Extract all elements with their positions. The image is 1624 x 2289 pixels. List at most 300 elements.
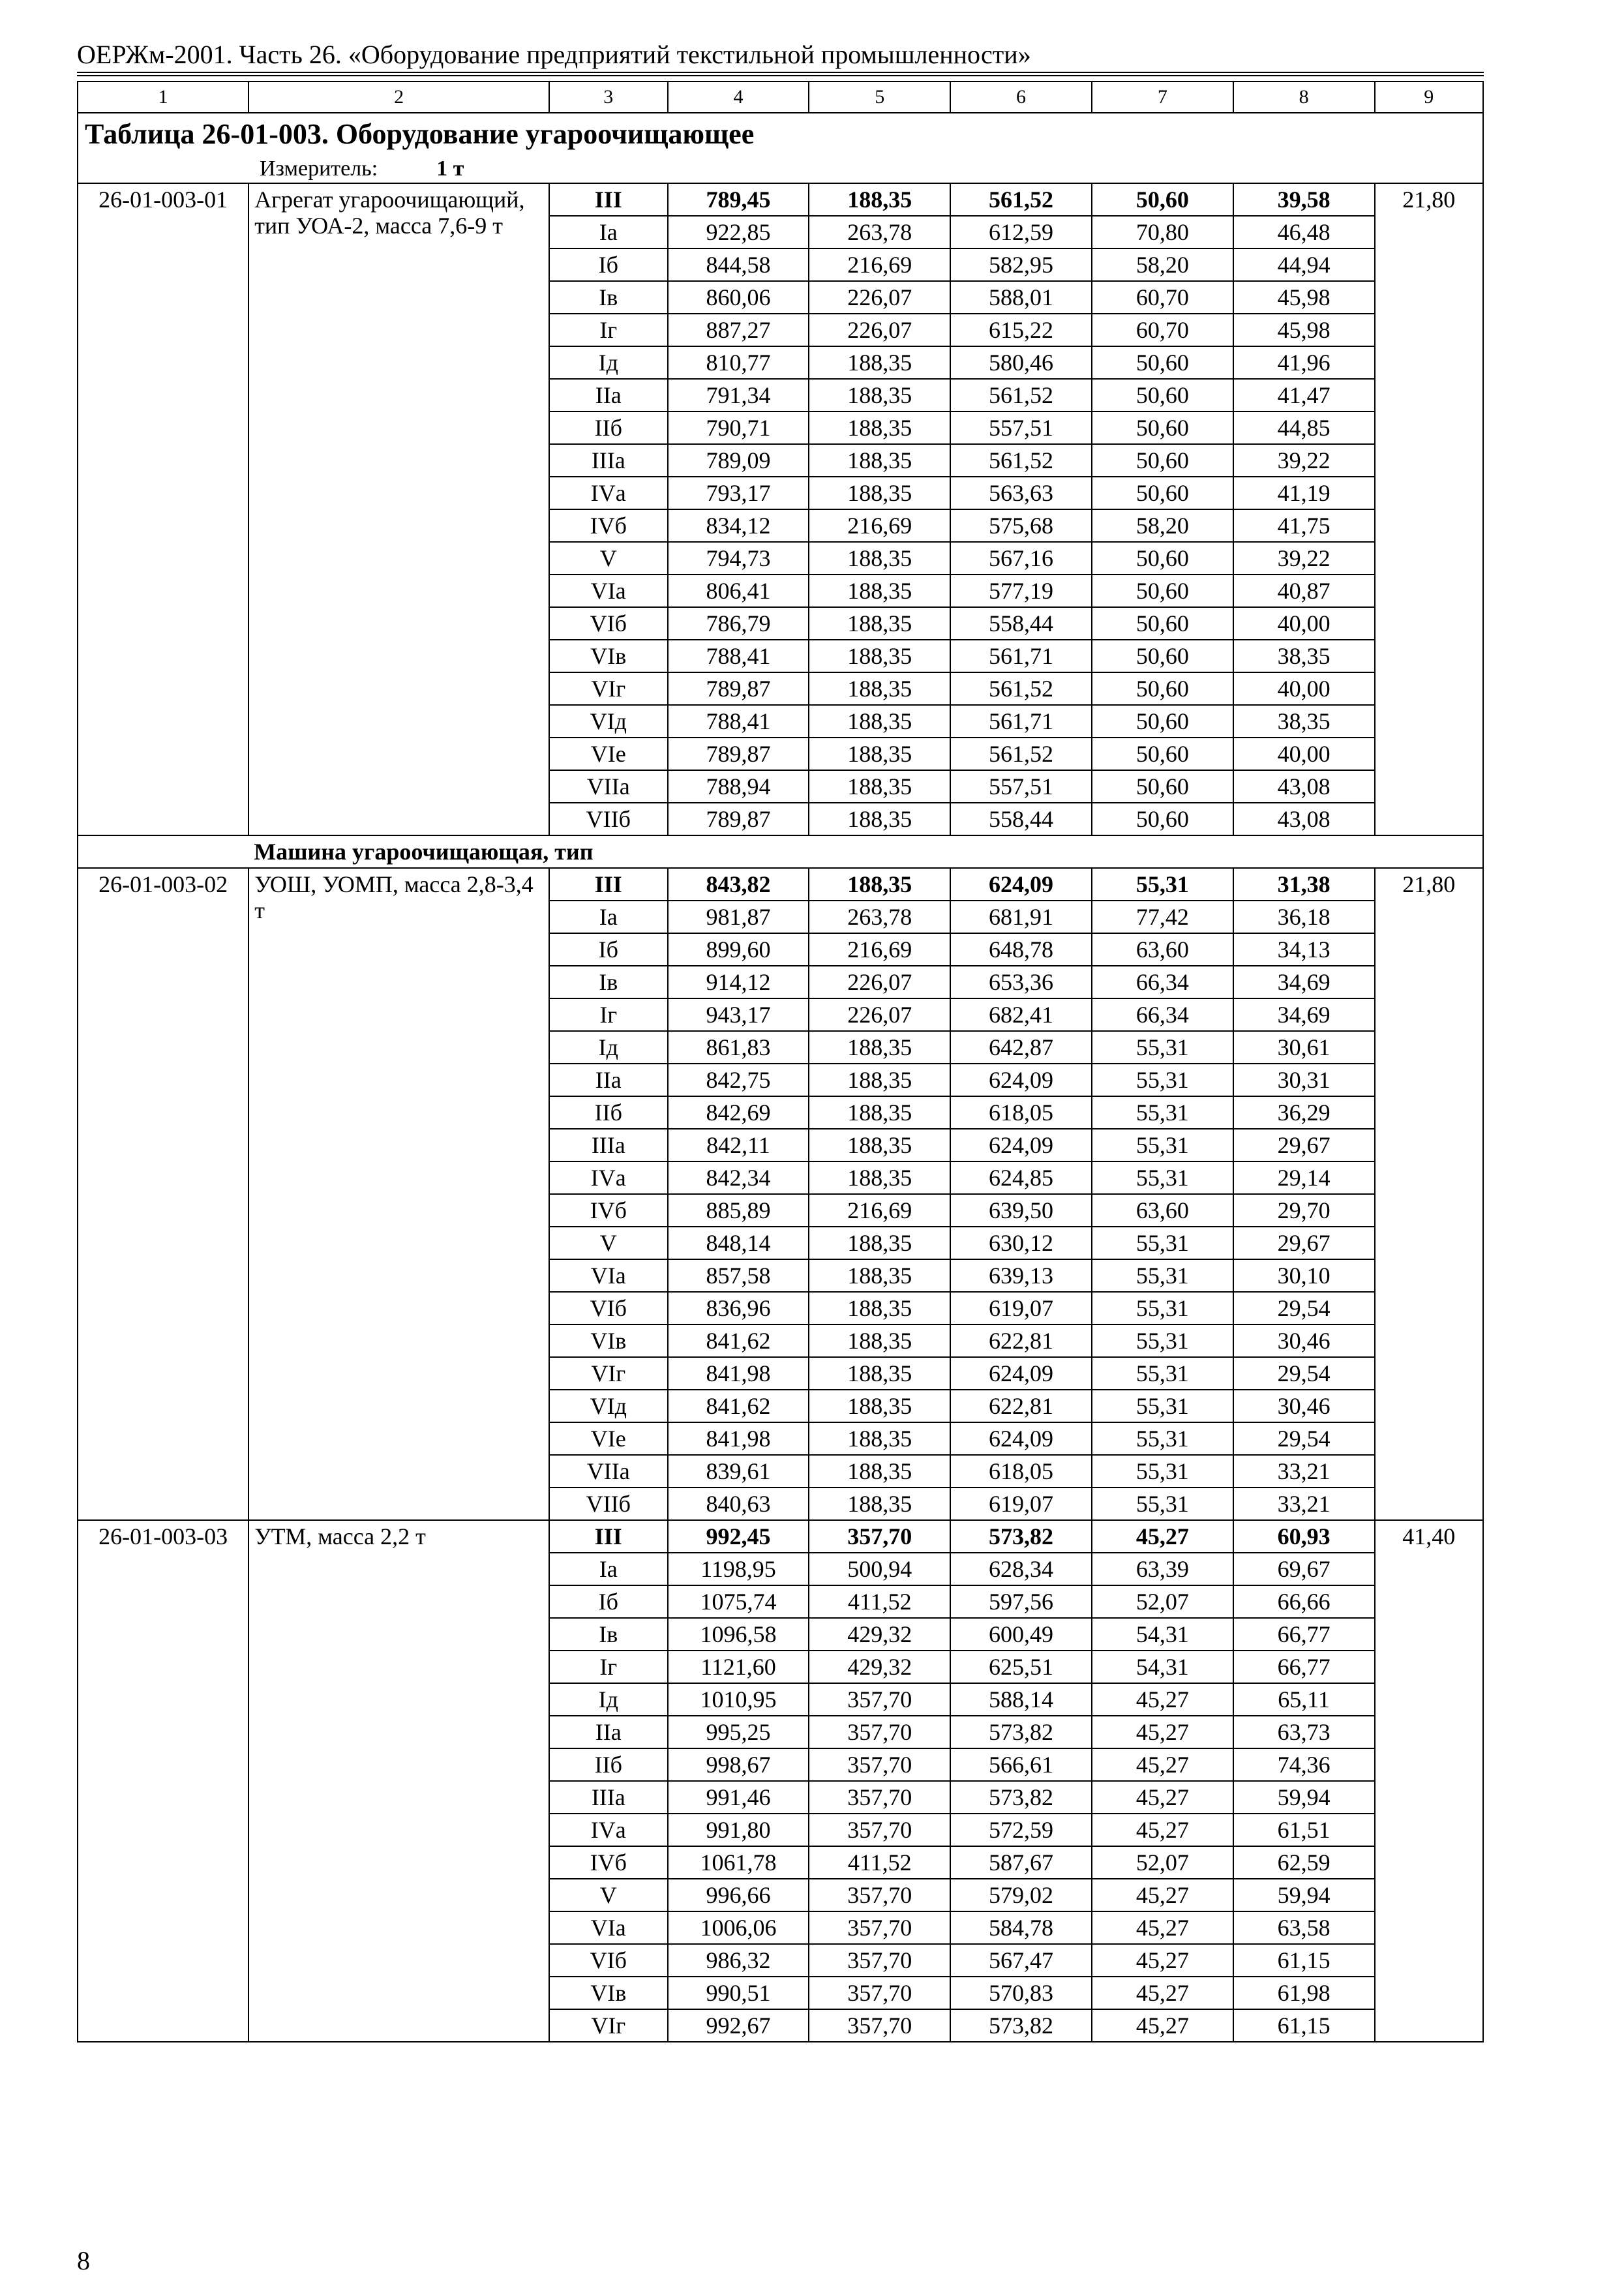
value-col5: 216,69: [809, 933, 950, 966]
value-col6: 588,01: [950, 281, 1092, 314]
region-code: Iб: [549, 1585, 668, 1618]
item-code: 26-01-003-02: [78, 868, 248, 1520]
table-row: [78, 868, 1483, 901]
column-number: 3: [549, 82, 668, 113]
value-col7: 45,27: [1092, 1716, 1233, 1748]
value-col6: 557,51: [950, 411, 1092, 444]
value-col5: 357,70: [809, 1814, 950, 1846]
value-col8: 36,18: [1233, 901, 1375, 933]
value-col6: 682,41: [950, 998, 1092, 1031]
value-col8: 43,08: [1233, 803, 1375, 835]
value-col4: 789,09: [668, 444, 809, 477]
value-col7: 55,31: [1092, 1292, 1233, 1324]
value-col5: 357,70: [809, 1911, 950, 1944]
region-code: VIIа: [549, 770, 668, 803]
value-col7: 70,80: [1092, 216, 1233, 248]
value-col8: 30,61: [1233, 1031, 1375, 1064]
value-col7: 54,31: [1092, 1618, 1233, 1651]
value-col4: 990,51: [668, 1977, 809, 2009]
value-col6: 600,49: [950, 1618, 1092, 1651]
value-col4: 841,98: [668, 1422, 809, 1455]
value-col5: 357,70: [809, 1748, 950, 1781]
column-number: 1: [78, 82, 248, 113]
value-col7: 50,60: [1092, 770, 1233, 803]
value-col4: 887,27: [668, 314, 809, 346]
value-col4: 842,34: [668, 1161, 809, 1194]
region-code: V: [549, 542, 668, 575]
value-col4: 788,41: [668, 705, 809, 738]
value-col7: 45,27: [1092, 1748, 1233, 1781]
value-col7: 55,31: [1092, 868, 1233, 901]
value-col6: 615,22: [950, 314, 1092, 346]
value-col5: 188,35: [809, 1292, 950, 1324]
value-col6: 558,44: [950, 607, 1092, 640]
value-col4: 794,73: [668, 542, 809, 575]
region-code: IVа: [549, 1161, 668, 1194]
value-col8: 44,85: [1233, 411, 1375, 444]
region-code: VIе: [549, 738, 668, 770]
value-col6: 561,52: [950, 183, 1092, 216]
value-col7: 77,42: [1092, 901, 1233, 933]
value-col5: 188,35: [809, 575, 950, 607]
value-col7: 50,60: [1092, 672, 1233, 705]
value-col5: 188,35: [809, 1227, 950, 1259]
value-col6: 624,09: [950, 1064, 1092, 1096]
value-col5: 188,35: [809, 477, 950, 509]
value-col4: 789,87: [668, 672, 809, 705]
value-col6: 624,09: [950, 1422, 1092, 1455]
value-col5: 188,35: [809, 1129, 950, 1161]
item-name: Агрегат угароочищающий, тип УОА-2, масса 7,6-9 т: [248, 183, 549, 835]
value-col4: 998,67: [668, 1748, 809, 1781]
value-col6: 582,95: [950, 248, 1092, 281]
value-col8: 61,98: [1233, 1977, 1375, 2009]
value-col4: 844,58: [668, 248, 809, 281]
value-col4: 1061,78: [668, 1846, 809, 1879]
value-col6: 561,52: [950, 444, 1092, 477]
value-col7: 50,60: [1092, 183, 1233, 216]
value-col7: 52,07: [1092, 1585, 1233, 1618]
value-col4: 789,45: [668, 183, 809, 216]
value-col8: 34,69: [1233, 998, 1375, 1031]
region-code: IVа: [549, 477, 668, 509]
region-code: Iа: [549, 216, 668, 248]
value-col6: 584,78: [950, 1911, 1092, 1944]
value-col8: 44,94: [1233, 248, 1375, 281]
region-code: Iг: [549, 314, 668, 346]
value-col8: 46,48: [1233, 216, 1375, 248]
region-code: IIб: [549, 1748, 668, 1781]
value-col8: 59,94: [1233, 1879, 1375, 1911]
value-col8: 69,67: [1233, 1553, 1375, 1585]
value-col5: 188,35: [809, 411, 950, 444]
value-col4: 1006,06: [668, 1911, 809, 1944]
region-code: IVб: [549, 1194, 668, 1227]
region-code: VIIб: [549, 803, 668, 835]
value-col7: 45,27: [1092, 1879, 1233, 1911]
region-code: Iд: [549, 1031, 668, 1064]
region-code: IIа: [549, 1064, 668, 1096]
section-heading: Машина угароочищающая, тип: [248, 835, 1483, 868]
value-col8: 33,21: [1233, 1455, 1375, 1488]
value-col7: 63,39: [1092, 1553, 1233, 1585]
value-col7: 45,27: [1092, 1781, 1233, 1814]
value-col8: 39,22: [1233, 444, 1375, 477]
value-col4: 788,41: [668, 640, 809, 672]
value-col6: 579,02: [950, 1879, 1092, 1911]
section-heading-row: [78, 835, 1483, 868]
value-col7: 50,60: [1092, 379, 1233, 411]
value-col8: 41,19: [1233, 477, 1375, 509]
value-col5: 357,70: [809, 1944, 950, 1977]
value-col4: 843,82: [668, 868, 809, 901]
value-col5: 188,35: [809, 607, 950, 640]
region-code: VIд: [549, 705, 668, 738]
value-col5: 500,94: [809, 1553, 950, 1585]
region-code: IIб: [549, 411, 668, 444]
value-col8: 45,98: [1233, 281, 1375, 314]
value-col7: 55,31: [1092, 1064, 1233, 1096]
value-col7: 55,31: [1092, 1129, 1233, 1161]
region-code: VIа: [549, 1259, 668, 1292]
value-col6: 622,81: [950, 1390, 1092, 1422]
value-col5: 188,35: [809, 868, 950, 901]
value-col8: 62,59: [1233, 1846, 1375, 1879]
value-col8: 29,70: [1233, 1194, 1375, 1227]
region-code: Iб: [549, 248, 668, 281]
region-code: Iа: [549, 901, 668, 933]
value-col5: 188,35: [809, 640, 950, 672]
value-col5: 429,32: [809, 1651, 950, 1683]
page-number: 8: [77, 2246, 90, 2275]
region-code: VIв: [549, 640, 668, 672]
value-col4: 789,87: [668, 738, 809, 770]
region-code: VIIб: [549, 1488, 668, 1520]
region-code: IIIа: [549, 444, 668, 477]
value-col5: 188,35: [809, 1161, 950, 1194]
value-col6: 618,05: [950, 1096, 1092, 1129]
value-col8: 33,21: [1233, 1488, 1375, 1520]
value-col4: 995,25: [668, 1716, 809, 1748]
region-code: IIа: [549, 379, 668, 411]
value-col4: 841,62: [668, 1390, 809, 1422]
value-col6: 612,59: [950, 216, 1092, 248]
value-col4: 1075,74: [668, 1585, 809, 1618]
value-col6: 573,82: [950, 1520, 1092, 1553]
value-col7: 66,34: [1092, 966, 1233, 998]
region-code: VIб: [549, 607, 668, 640]
value-col4: 810,77: [668, 346, 809, 379]
region-code: IIIа: [549, 1781, 668, 1814]
value-col5: 188,35: [809, 770, 950, 803]
value-col5: 188,35: [809, 672, 950, 705]
value-col5: 357,70: [809, 1977, 950, 2009]
header-rule-top: [77, 72, 1484, 73]
value-col6: 561,52: [950, 738, 1092, 770]
value-col4: 992,67: [668, 2009, 809, 2042]
unit-row: [78, 155, 1483, 183]
value-col7: 50,60: [1092, 444, 1233, 477]
value-col7: 55,31: [1092, 1390, 1233, 1422]
value-col8: 65,11: [1233, 1683, 1375, 1716]
value-col4: 790,71: [668, 411, 809, 444]
value-col7: 55,31: [1092, 1422, 1233, 1455]
region-code: VIг: [549, 1357, 668, 1390]
value-col6: 557,51: [950, 770, 1092, 803]
value-col4: 1096,58: [668, 1618, 809, 1651]
column-number: 6: [950, 82, 1092, 113]
column-number: 7: [1092, 82, 1233, 113]
value-col7: 45,27: [1092, 1911, 1233, 1944]
region-code: Iб: [549, 933, 668, 966]
value-col8: 63,58: [1233, 1911, 1375, 1944]
value-col7: 45,27: [1092, 1977, 1233, 2009]
region-code: VIд: [549, 1390, 668, 1422]
value-col5: 188,35: [809, 346, 950, 379]
value-col6: 573,82: [950, 1781, 1092, 1814]
value-col4: 839,61: [668, 1455, 809, 1488]
value-col7: 55,31: [1092, 1031, 1233, 1064]
value-col4: 848,14: [668, 1227, 809, 1259]
value-col5: 188,35: [809, 1357, 950, 1390]
value-col5: 226,07: [809, 281, 950, 314]
value-col4: 834,12: [668, 509, 809, 542]
value-col5: 411,52: [809, 1846, 950, 1879]
value-col8: 41,96: [1233, 346, 1375, 379]
value-col7: 50,60: [1092, 411, 1233, 444]
value-col5: 188,35: [809, 1064, 950, 1096]
value-col6: 681,91: [950, 901, 1092, 933]
value-col7: 55,31: [1092, 1324, 1233, 1357]
value-col5: 188,35: [809, 379, 950, 411]
value-col7: 54,31: [1092, 1651, 1233, 1683]
value-col4: 991,80: [668, 1814, 809, 1846]
region-code: Iг: [549, 998, 668, 1031]
value-col8: 61,51: [1233, 1814, 1375, 1846]
column-number: 9: [1375, 82, 1483, 113]
value-col6: 619,07: [950, 1292, 1092, 1324]
value-col5: 188,35: [809, 183, 950, 216]
region-code: VIе: [549, 1422, 668, 1455]
value-col6: 619,07: [950, 1488, 1092, 1520]
value-col8: 66,77: [1233, 1651, 1375, 1683]
value-col7: 50,60: [1092, 477, 1233, 509]
table-title: Таблица 26-01-003. Оборудование угароочищающее: [78, 113, 1483, 155]
item-name: УТМ, масса 2,2 т: [248, 1520, 549, 2042]
value-col8: 39,58: [1233, 183, 1375, 216]
value-col5: 188,35: [809, 738, 950, 770]
column-number: 8: [1233, 82, 1375, 113]
unit-cell: [78, 155, 1483, 183]
value-col8: 29,54: [1233, 1422, 1375, 1455]
value-col8: 41,47: [1233, 379, 1375, 411]
value-col6: 573,82: [950, 2009, 1092, 2042]
value-col7: 55,31: [1092, 1227, 1233, 1259]
value-col5: 226,07: [809, 314, 950, 346]
value-col7: 45,27: [1092, 1683, 1233, 1716]
value-col8: 40,00: [1233, 738, 1375, 770]
value-col7: 60,70: [1092, 314, 1233, 346]
value-col8: 38,35: [1233, 705, 1375, 738]
value-col8: 61,15: [1233, 1944, 1375, 1977]
value-col4: 922,85: [668, 216, 809, 248]
value-col4: 986,32: [668, 1944, 809, 1977]
region-code: V: [549, 1879, 668, 1911]
value-col8: 29,14: [1233, 1161, 1375, 1194]
value-col5: 188,35: [809, 705, 950, 738]
value-col8: 29,54: [1233, 1292, 1375, 1324]
value-col7: 50,60: [1092, 803, 1233, 835]
value-col8: 40,00: [1233, 607, 1375, 640]
value-col8: 66,66: [1233, 1585, 1375, 1618]
value-col4: 996,66: [668, 1879, 809, 1911]
region-code: VIа: [549, 1911, 668, 1944]
column-number-row: [78, 82, 1483, 113]
region-code: VIа: [549, 575, 668, 607]
value-col4: 914,12: [668, 966, 809, 998]
value-col6: 624,09: [950, 1129, 1092, 1161]
column-number: 4: [668, 82, 809, 113]
table-title-row: [78, 113, 1483, 155]
value-col8: 34,13: [1233, 933, 1375, 966]
value-col7: 50,60: [1092, 575, 1233, 607]
value-col4: 943,17: [668, 998, 809, 1031]
value-col5: 429,32: [809, 1618, 950, 1651]
region-code: VIв: [549, 1324, 668, 1357]
value-col5: 188,35: [809, 1324, 950, 1357]
value-col8: 30,46: [1233, 1324, 1375, 1357]
value-col5: 226,07: [809, 966, 950, 998]
region-code: VIб: [549, 1944, 668, 1977]
value-col5: 188,35: [809, 1096, 950, 1129]
value-col7: 50,60: [1092, 542, 1233, 575]
value-col6: 624,85: [950, 1161, 1092, 1194]
unit-label: Измеритель:: [260, 156, 378, 181]
value-col7: 60,70: [1092, 281, 1233, 314]
region-code: VIг: [549, 2009, 668, 2042]
region-code: Iа: [549, 1553, 668, 1585]
value-col5: 188,35: [809, 444, 950, 477]
value-col4: 1010,95: [668, 1683, 809, 1716]
value-col9: 21,80: [1375, 183, 1483, 835]
value-col6: 618,05: [950, 1455, 1092, 1488]
value-col7: 50,60: [1092, 607, 1233, 640]
value-col6: 653,36: [950, 966, 1092, 998]
value-col5: 411,52: [809, 1585, 950, 1618]
region-code: IIа: [549, 1716, 668, 1748]
value-col8: 30,31: [1233, 1064, 1375, 1096]
value-col5: 263,78: [809, 901, 950, 933]
value-col4: 788,94: [668, 770, 809, 803]
value-col5: 188,35: [809, 1455, 950, 1488]
value-col6: 567,47: [950, 1944, 1092, 1977]
value-col8: 66,77: [1233, 1618, 1375, 1651]
value-col5: 188,35: [809, 1259, 950, 1292]
value-col5: 216,69: [809, 1194, 950, 1227]
header-rule-bottom: [77, 75, 1484, 76]
value-col4: 861,83: [668, 1031, 809, 1064]
column-number: 2: [248, 82, 549, 113]
value-col7: 45,27: [1092, 1520, 1233, 1553]
value-col6: 561,52: [950, 672, 1092, 705]
value-col6: 561,52: [950, 379, 1092, 411]
region-code: VIг: [549, 672, 668, 705]
value-col7: 58,20: [1092, 248, 1233, 281]
value-col8: 59,94: [1233, 1781, 1375, 1814]
value-col7: 55,31: [1092, 1259, 1233, 1292]
value-col9: 21,80: [1375, 868, 1483, 1520]
value-col5: 357,70: [809, 1879, 950, 1911]
value-col5: 188,35: [809, 1390, 950, 1422]
value-col4: 836,96: [668, 1292, 809, 1324]
item-code: 26-01-003-03: [78, 1520, 248, 2042]
value-col6: 567,16: [950, 542, 1092, 575]
value-col6: 624,09: [950, 1357, 1092, 1390]
value-col8: 38,35: [1233, 640, 1375, 672]
value-col7: 58,20: [1092, 509, 1233, 542]
value-col8: 39,22: [1233, 542, 1375, 575]
value-col8: 30,10: [1233, 1259, 1375, 1292]
value-col8: 41,75: [1233, 509, 1375, 542]
region-code: IVб: [549, 1846, 668, 1879]
value-col8: 40,00: [1233, 672, 1375, 705]
value-col7: 55,31: [1092, 1161, 1233, 1194]
value-col6: 575,68: [950, 509, 1092, 542]
value-col8: 36,29: [1233, 1096, 1375, 1129]
region-code: IVб: [549, 509, 668, 542]
value-col8: 29,67: [1233, 1129, 1375, 1161]
value-col7: 66,34: [1092, 998, 1233, 1031]
section-spacer: [78, 835, 248, 868]
region-code: IIIа: [549, 1129, 668, 1161]
region-code: Iд: [549, 1683, 668, 1716]
region-code: III: [549, 1520, 668, 1553]
value-col5: 188,35: [809, 1488, 950, 1520]
item-code: 26-01-003-01: [78, 183, 248, 835]
value-col6: 561,71: [950, 705, 1092, 738]
value-col6: 566,61: [950, 1748, 1092, 1781]
value-col6: 570,83: [950, 1977, 1092, 2009]
value-col8: 61,15: [1233, 2009, 1375, 2042]
value-col5: 263,78: [809, 216, 950, 248]
value-col4: 786,79: [668, 607, 809, 640]
value-col8: 40,87: [1233, 575, 1375, 607]
value-col6: 563,63: [950, 477, 1092, 509]
document-header: ОЕРЖм-2001. Часть 26. «Оборудование предприятий текстильной промышленности»: [77, 40, 1031, 69]
value-col4: 841,98: [668, 1357, 809, 1390]
value-col6: 622,81: [950, 1324, 1092, 1357]
region-code: Iг: [549, 1651, 668, 1683]
table-row: [78, 183, 1483, 216]
column-number: 5: [809, 82, 950, 113]
value-col4: 841,62: [668, 1324, 809, 1357]
value-col7: 50,60: [1092, 738, 1233, 770]
value-col5: 357,70: [809, 1683, 950, 1716]
value-col4: 992,45: [668, 1520, 809, 1553]
region-code: V: [549, 1227, 668, 1259]
value-col8: 30,46: [1233, 1390, 1375, 1422]
value-col6: 577,19: [950, 575, 1092, 607]
value-col4: 981,87: [668, 901, 809, 933]
value-col6: 597,56: [950, 1585, 1092, 1618]
unit-value: 1 т: [436, 156, 464, 181]
value-col5: 357,70: [809, 1716, 950, 1748]
region-code: VIIа: [549, 1455, 668, 1488]
value-col8: 29,54: [1233, 1357, 1375, 1390]
value-col8: 60,93: [1233, 1520, 1375, 1553]
table-row: [78, 1520, 1483, 1553]
region-code: VIв: [549, 1977, 668, 2009]
